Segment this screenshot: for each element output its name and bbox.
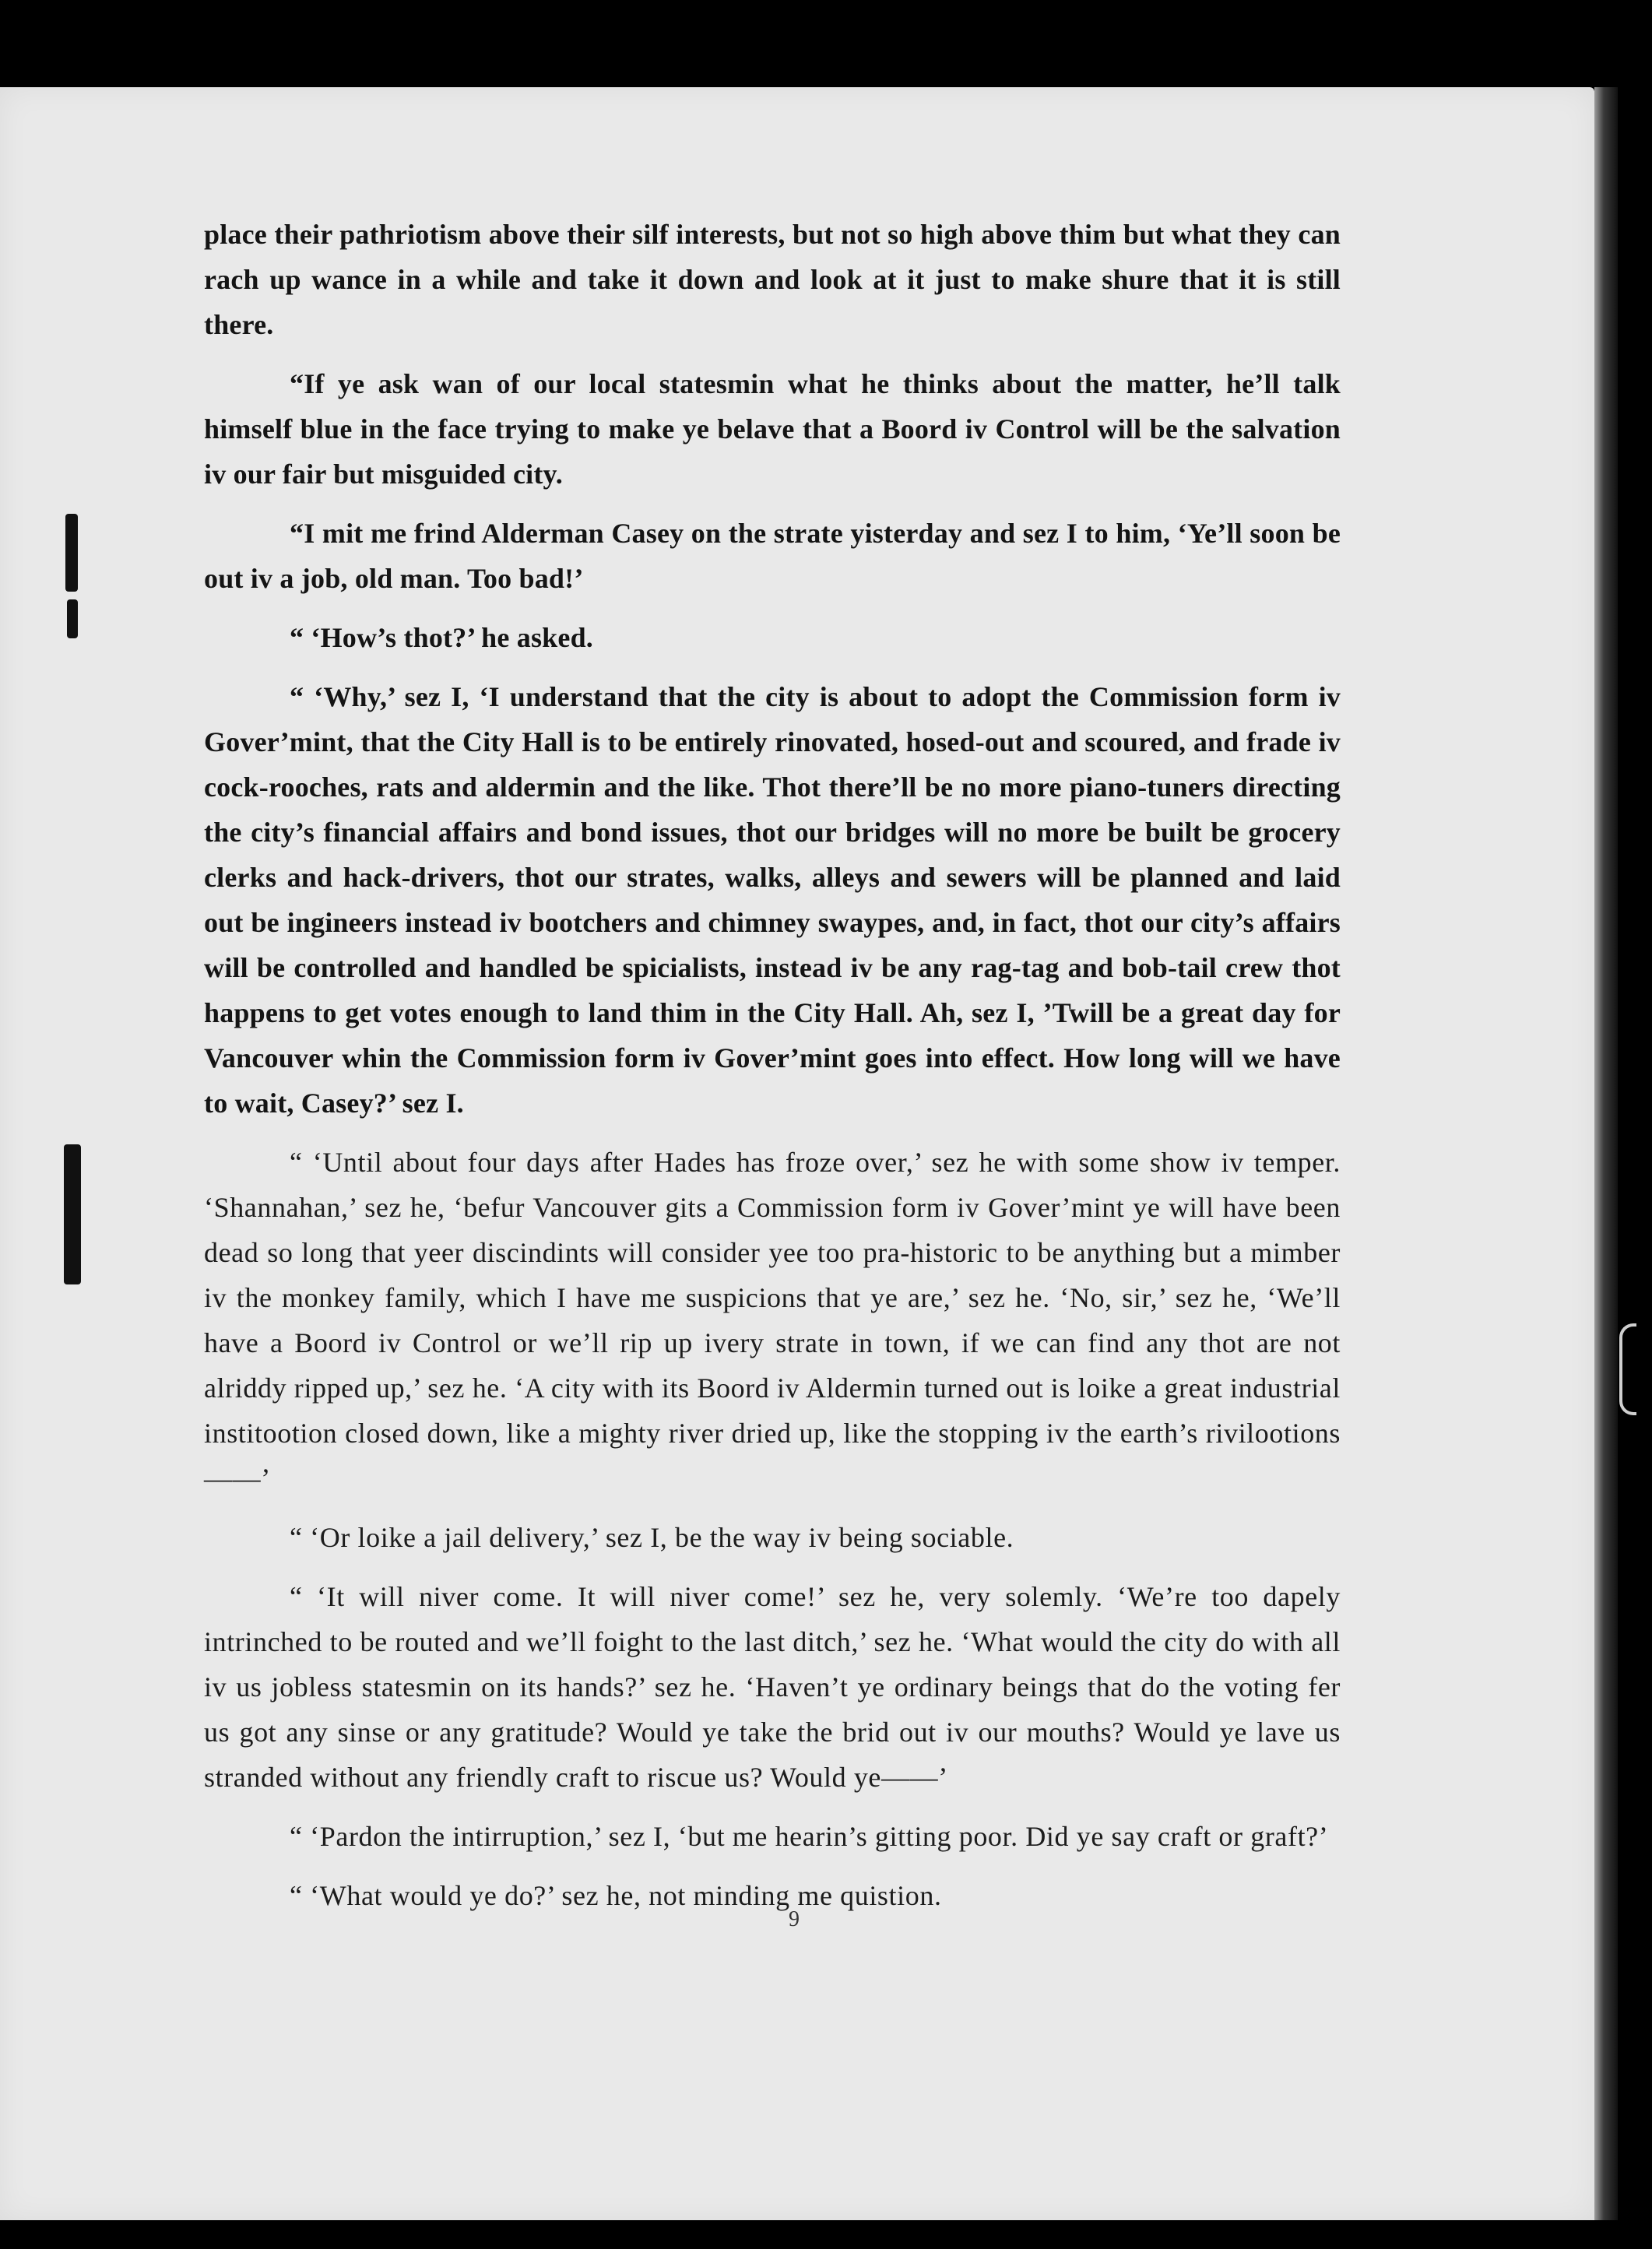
paragraph: “ ‘How’s thot?’ he asked. — [290, 622, 593, 653]
paragraph: “ ‘Until about four days after Hades has froze over,’ sez he with some show iv temper. ‘Shannahan,’ sez he, ‘befur Vancouver gits a Commission form iv Gover’mint ye will have been dead so long that yeer discindints will consider yee too pra-historic to be anything but a mimber iv the monkey family, which I have me suspicions that ye are,’ sez he. ‘No, sir,’ sez he, ‘We’ll have a Boord iv Control or we’ll rip up ivery strate in town, if we can find any thot are not alriddy ripped up,’ sez he. ‘A city with its Boord iv Aldermin turned out is loike a great industrial institootion closed down, like a mighty river dried up, like the stopping iv the earth’s rivilootions——’ — [204, 1147, 1341, 1494]
paragraph: “ ‘Why,’ sez I, ‘I understand that the city is about to adopt the Commission form iv Gover’mint, that the City Hall is to be entirely rinovated, hosed-out and scoured, and frade iv cock-rooches, rats and aldermin and the like. Thot there’ll be no more piano-tuners directing the city’s financial affairs and bond issues, thot our bridges will no more be built be grocery clerks and hack-drivers, thot our strates, walks, alleys and sewers will be planned and laid out be ingineers instead iv bootchers and chimney swaypes, and, in fact, thot our city’s affairs will be controlled and handled be spicialists, instead iv be any rag-tag and bob-tail crew thot happens to get votes enough to land thim in the City Hall. Ah, sez I, ’Twill be a great day for Vancouver whin the Commission form iv Gover’mint goes into effect. How long will we have to wait, Casey?’ sez I. — [204, 681, 1341, 1119]
paragraph: “If ye ask wan of our local statesmin what he thinks about the matter, he’ll talk himself blue in the face trying to make ye belave that a Boord iv Control will be the salvation iv our fair but misguided city. — [204, 368, 1341, 490]
paragraph: “ ‘Or loike a jail delivery,’ sez I, be the way iv being sociable. — [290, 1522, 1014, 1553]
paragraph: place their pathriotism above their silf interests, but not so high above thim but what they can rach up wance in a while and take it down and look at it just to make shure that it is still there. — [204, 219, 1341, 340]
paragraph: “I mit me frind Alderman Casey on the strate yisterday and sez I to him, ‘Ye’ll soon be out iv a job, old man. Too bad!’ — [204, 518, 1341, 594]
binding-mark — [64, 1144, 81, 1284]
binding-mark — [67, 599, 78, 638]
paragraph: “ ‘What would ye do?’ sez he, not minding me quistion. — [290, 1880, 942, 1911]
paragraph: “ ‘It will niver come. It will niver come!’ sez he, very solemly. ‘We’re too dapely intrinched to be routed and we’ll foight to the last ditch,’ sez he. ‘What would the city do with all iv us jobless statesmin on its hands?’ sez he. ‘Haven’t ye ordinary beings that do the voting fer us got any sinse or any gratitude? Would ye take the brid out iv our mouths? Would ye lave us stranded without any friendly craft to riscue us? Would ye——’ — [204, 1581, 1341, 1793]
scan-border — [0, 2220, 1652, 2249]
binding-ring — [1619, 1323, 1636, 1415]
page-number: 9 — [789, 1907, 800, 1931]
paragraph: “ ‘Pardon the intirruption,’ sez I, ‘but me hearin’s gitting poor. Did ye say craft or graft?’ — [290, 1821, 1329, 1852]
page-edge — [1594, 87, 1618, 2220]
page-body — [204, 212, 1341, 1932]
binding-mark — [65, 514, 78, 592]
